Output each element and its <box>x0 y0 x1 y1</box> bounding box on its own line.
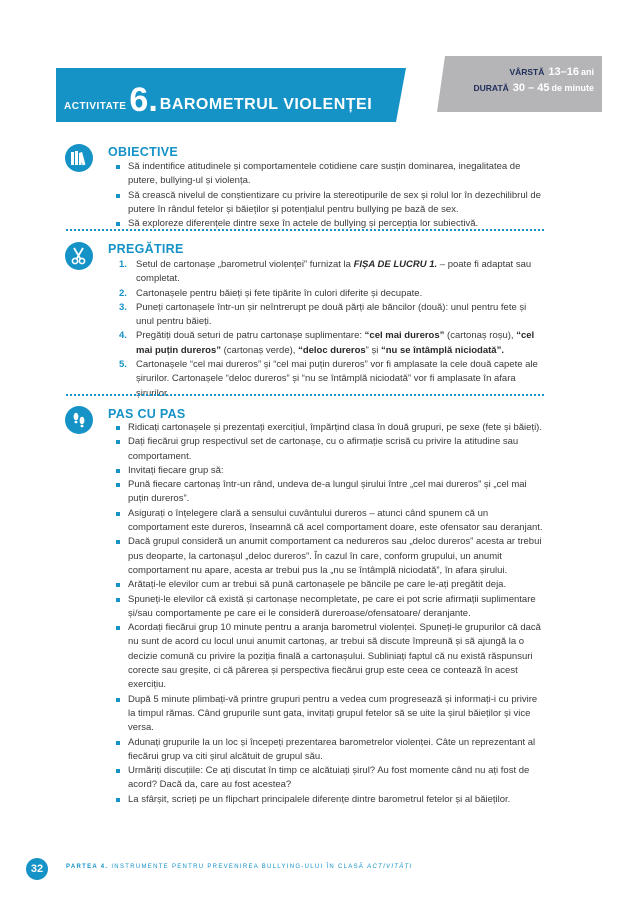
preparation-list <box>116 258 544 401</box>
duration-unit: de minute <box>551 83 594 93</box>
list-item: Pună fiecare cartonaș într-un rând, undeva de-a lungul șirului între „cel mai dureros” și „cel mai puțin dureros”. <box>116 478 544 507</box>
list-item: Dați fiecărui grup respectivul set de cartonașe, cu o afirmație scrisă cu privire la atitudine sau comportament. <box>116 435 544 464</box>
meta-box-tip <box>437 56 445 112</box>
steps-list <box>116 421 544 807</box>
list-item: Adunați grupurile la un loc și începeți prezentarea barometrelor violenței. Câte un reprezentant al fiecărui grup va citi șirul alcătuit de grupul său. <box>116 736 544 765</box>
age-label: VÂRSTĂ <box>509 67 545 77</box>
item-text: Pregătiți două seturi de patru cartonașe suplimentare: <box>136 330 365 342</box>
activity-title: BAROMETRUL VIOLENȚEI <box>159 96 373 113</box>
item-text: “cel mai puțin dureros” <box>136 330 535 356</box>
list-item: Să indentifice atitudinele și comportamentele cotidiene care susțin dominarea, inegalitatea de putere, bullying-ul și violența. <box>116 160 544 189</box>
objectives-list <box>116 160 544 231</box>
item-text: “deloc dureros <box>298 344 366 356</box>
item-text: Setul de cartonașe „barometrul violenței” furnizat la <box>136 259 354 270</box>
preparation-title: PREGĂTIRE <box>108 242 184 256</box>
list-item <box>116 329 544 358</box>
section-divider <box>66 229 544 231</box>
item-text: Cartonașele pentru băieți și fete tipărite în culori diferite și decupate. <box>136 287 423 299</box>
item-number: 5. <box>119 359 127 371</box>
meta-box <box>445 56 602 112</box>
list-item: Acordați fiecărui grup 10 minute pentru a aranja barometrul violenței. Spuneți-le grupurilor că dacă nu sunt de acord cu locul unui anumit cartonaș, ar trebui să discute împreună și să ajungă la o decizie comună cu privire la poziția finală a cartonașului. Subliniați faptul că nu există răspunsuri corecte sau greșite, ci că părerea și perspectiva fiecărui grup este ceea ce contează în acest exercițiu. <box>116 621 544 692</box>
list-item: Urmăriți discuțiile: Ce ați discutat în timp ce alcătuiați șirul? Au fost momente când nu ați fost de acord? Dacă da, care au fost acestea? <box>116 764 544 793</box>
item-text: (cartonaș roșu), <box>444 330 517 342</box>
item-number: 1. <box>119 259 127 270</box>
footer-text <box>66 864 413 870</box>
books-icon <box>65 144 93 172</box>
list-item: Dacă grupul consideră un anumit comportament ca nedureros sau „deloc dureros” acesta ar trebui pus deoparte, la cartonașul „deloc dureros”. În cazul în care, conform grupului, un anumit comportament nu apare, acesta ar trebui pus la „nu se întâmplă niciodată”, în afara șirului. <box>116 535 544 578</box>
item-text: Puneți cartonașele într-un șir neîntrerupt pe două părți ale băncilor (două): unul pentru fete și unul pentru băieți. <box>136 301 527 328</box>
list-item <box>116 258 544 287</box>
steps-title: PAS CU PAS <box>108 407 186 421</box>
banner-tail <box>396 68 406 122</box>
list-item: Ridicați cartonașele și prezentați exercițiul, împărțind clasa în două grupuri, pe sexe (fete și băieți). <box>116 421 544 435</box>
activity-banner <box>56 68 396 122</box>
item-text: “nu se întâmplă niciodată”. <box>380 344 504 356</box>
item-number: 3. <box>119 301 127 313</box>
item-text: Cartonașele “cel mai dureros” și “cel mai puțin dureros” vor fi amplasate la cele două capete ale șirurilor. Cartonașele “deloc dureros” și “nu se întâmplă niciodată” vor fi amplasate în afara șirurilor. <box>136 359 538 399</box>
footprints-icon <box>65 406 93 434</box>
item-number: 2. <box>119 287 127 299</box>
list-item: Să exploreze diferențele dintre sexe în actele de bullying și percepția lor subiectivă. <box>116 217 544 231</box>
list-item: După 5 minute plimbați-vă printre grupuri pentru a vedea cum progresează și informați-i cu privire la timpul rămas. Când grupurile sunt gata, invitați grupul fetelor să se uite la șirul băieților și vice versa. <box>116 693 544 736</box>
activity-number: 6. <box>129 81 158 119</box>
age-unit: ani <box>580 67 594 77</box>
footer-part-text: INSTRUMENTE PENTRU PREVENIREA BULLYING-ULUI ÎN CLASĂ <box>111 864 365 870</box>
item-text: FIȘA DE LUCRU 1. <box>353 259 438 270</box>
activity-label: ACTIVITATE <box>64 101 127 112</box>
item-text: “cel mai dureros” <box>364 330 445 342</box>
list-item <box>116 301 544 330</box>
item-text: (cartonaș verde), <box>220 344 299 356</box>
age-value: 13–16 <box>548 66 579 78</box>
list-item: Să crească nivelul de conștientizare cu privire la stereotipurile de sex și rolul lor în dezechilibrul de putere în rândul fetelor și băieților și potențialul pentru bullying pe bază de sex. <box>116 189 544 218</box>
item-number: 4. <box>119 330 127 342</box>
list-item: Invitați fiecare grup să: <box>116 464 544 478</box>
duration-label: DURATĂ <box>473 83 509 93</box>
duration-row <box>474 82 594 94</box>
duration-value: 30 – 45 <box>512 82 550 94</box>
list-item: Spuneți-le elevilor că există și cartonașe necompletate, pe care ei pot scrie afirmații suplimentare și/sau comportamente pe care ei le consideră dureroase/ofensatoare/ deranjante. <box>116 593 544 622</box>
scissors-icon <box>65 242 93 270</box>
footer-part-italic: ACTIVITĂȚI <box>367 864 413 870</box>
age-row <box>509 66 594 78</box>
footer-part-label: PARTEA 4. <box>66 864 109 870</box>
section-divider <box>66 394 544 396</box>
item-text: ” și <box>365 344 381 356</box>
page-number: 32 <box>26 858 48 880</box>
list-item <box>116 287 544 301</box>
list-item: Asigurați o înțelegere clară a sensului cuvântului dureros – atunci când spunem că un comportament este dureros, înseamnă că acel comportament doare, este ofensator sau deranjant. <box>116 507 544 536</box>
item-text: – poate fi adaptat sau completat. <box>136 259 532 285</box>
list-item: La sfârșit, scrieți pe un flipchart principalele diferențe dintre barometrul fetelor și al băieților. <box>116 793 544 807</box>
list-item: Arătați-le elevilor cum ar trebui să pună cartonașele pe băncile pe care le-ați pregătit deja. <box>116 578 544 592</box>
objectives-title: OBIECTIVE <box>108 145 179 159</box>
